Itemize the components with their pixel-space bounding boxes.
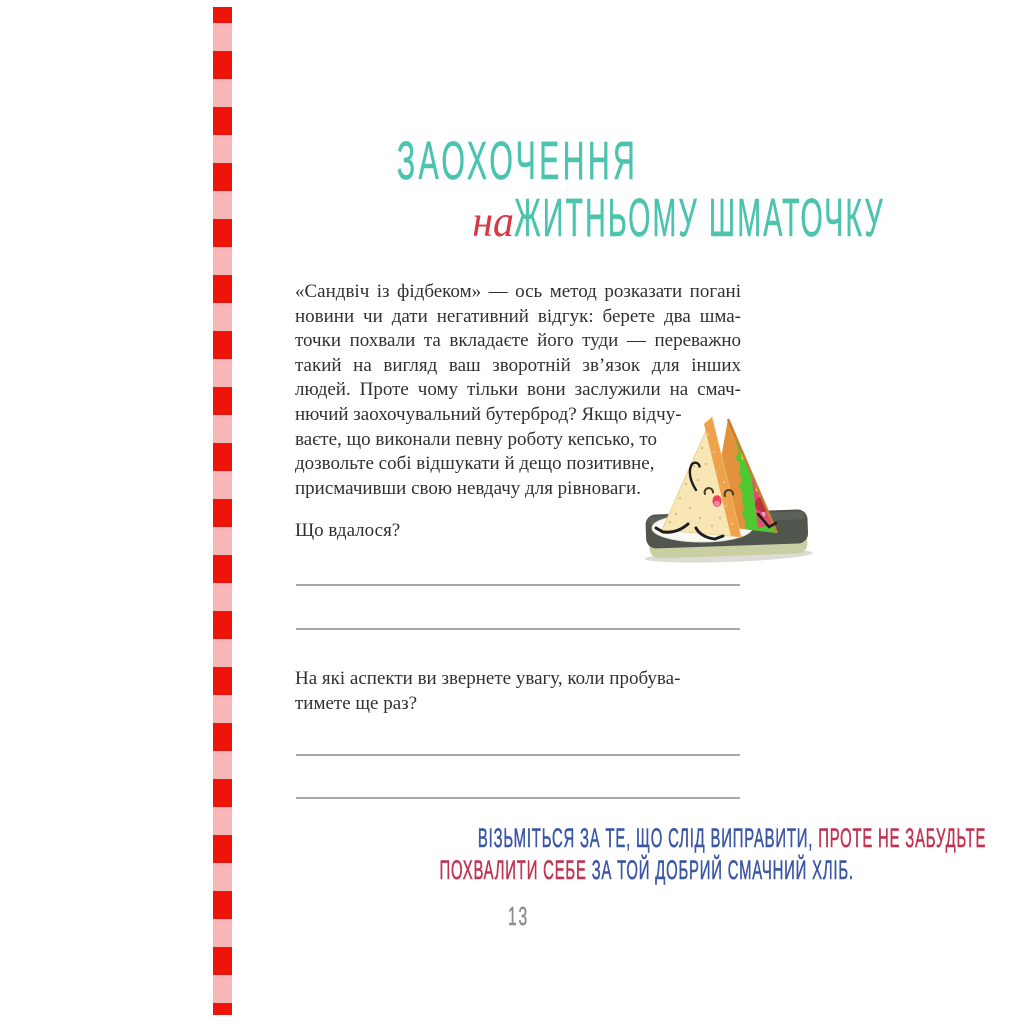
writing-line: [296, 628, 740, 630]
checkered-border-strip: [213, 7, 232, 1015]
title-prefix-script: на: [472, 197, 515, 246]
writing-line: [296, 797, 740, 799]
title-line-1: [295, 131, 741, 191]
question-what-worked: Що вдалося?: [295, 520, 401, 541]
question-line: тимете ще раз?: [295, 693, 418, 714]
paragraph-line: присмачивши свою невдачу для рівноваги.: [295, 477, 641, 499]
paragraph-line: ваєте, що виконали певну роботу кепсько, то: [295, 428, 657, 450]
paragraph-line: новини чи дати негативний відгук: берете два шма-: [295, 305, 741, 327]
question-line: На які аспекти ви звернете увагу, коли пробува-: [295, 668, 681, 689]
paragraph-line: точки похвали та вкладаєте його туди — переважно: [295, 330, 741, 352]
writing-line: [296, 754, 740, 756]
title-line-2: [295, 188, 885, 249]
footer-line: [270, 822, 987, 854]
title-line-2-text: ЖИТНЬОМУ ШМАТОЧКУ: [514, 188, 885, 248]
footer-segment: ЗА ТОЙ ДОБРИЙ СМАЧНИЙ ХЛІБ.: [591, 855, 854, 885]
paragraph-line: «Сандвіч із фідбеком» — ось метод розказати погані: [295, 281, 741, 302]
paragraph-line: дозвольте собі відшукати й дещо позитивне,: [295, 453, 655, 475]
tongue: [714, 501, 720, 506]
footer-segment: ВІЗЬМІТЬСЯ ЗА ТЕ, ЩО СЛІД ВИПРАВИТИ,: [477, 823, 819, 853]
page-title: [295, 131, 885, 249]
paragraph-line: нючий заохочувальний бутерброд? Якщо відчу-: [295, 403, 682, 425]
footer-segment: ПРОТЕ НЕ ЗАБУДЬТЕ: [818, 823, 987, 853]
question-what-aspects: [295, 666, 680, 716]
writing-line: [296, 584, 740, 586]
sandwich-illustration: [636, 404, 816, 564]
footer-advice: [270, 822, 987, 886]
page-number: 13: [507, 901, 529, 931]
title-line-1-text: ЗАОХОЧЕННЯ: [397, 131, 639, 191]
footer-line: [270, 854, 854, 886]
paragraph-line: такий на вигляд ваш зворотній зв’язок для інших: [295, 354, 741, 376]
paragraph-line: людей. Проте чому тільки вони заслужили на смач-: [295, 379, 741, 401]
cheese: [739, 436, 762, 460]
footer-segment: ПОХВАЛИТИ СЕБЕ: [439, 855, 592, 885]
